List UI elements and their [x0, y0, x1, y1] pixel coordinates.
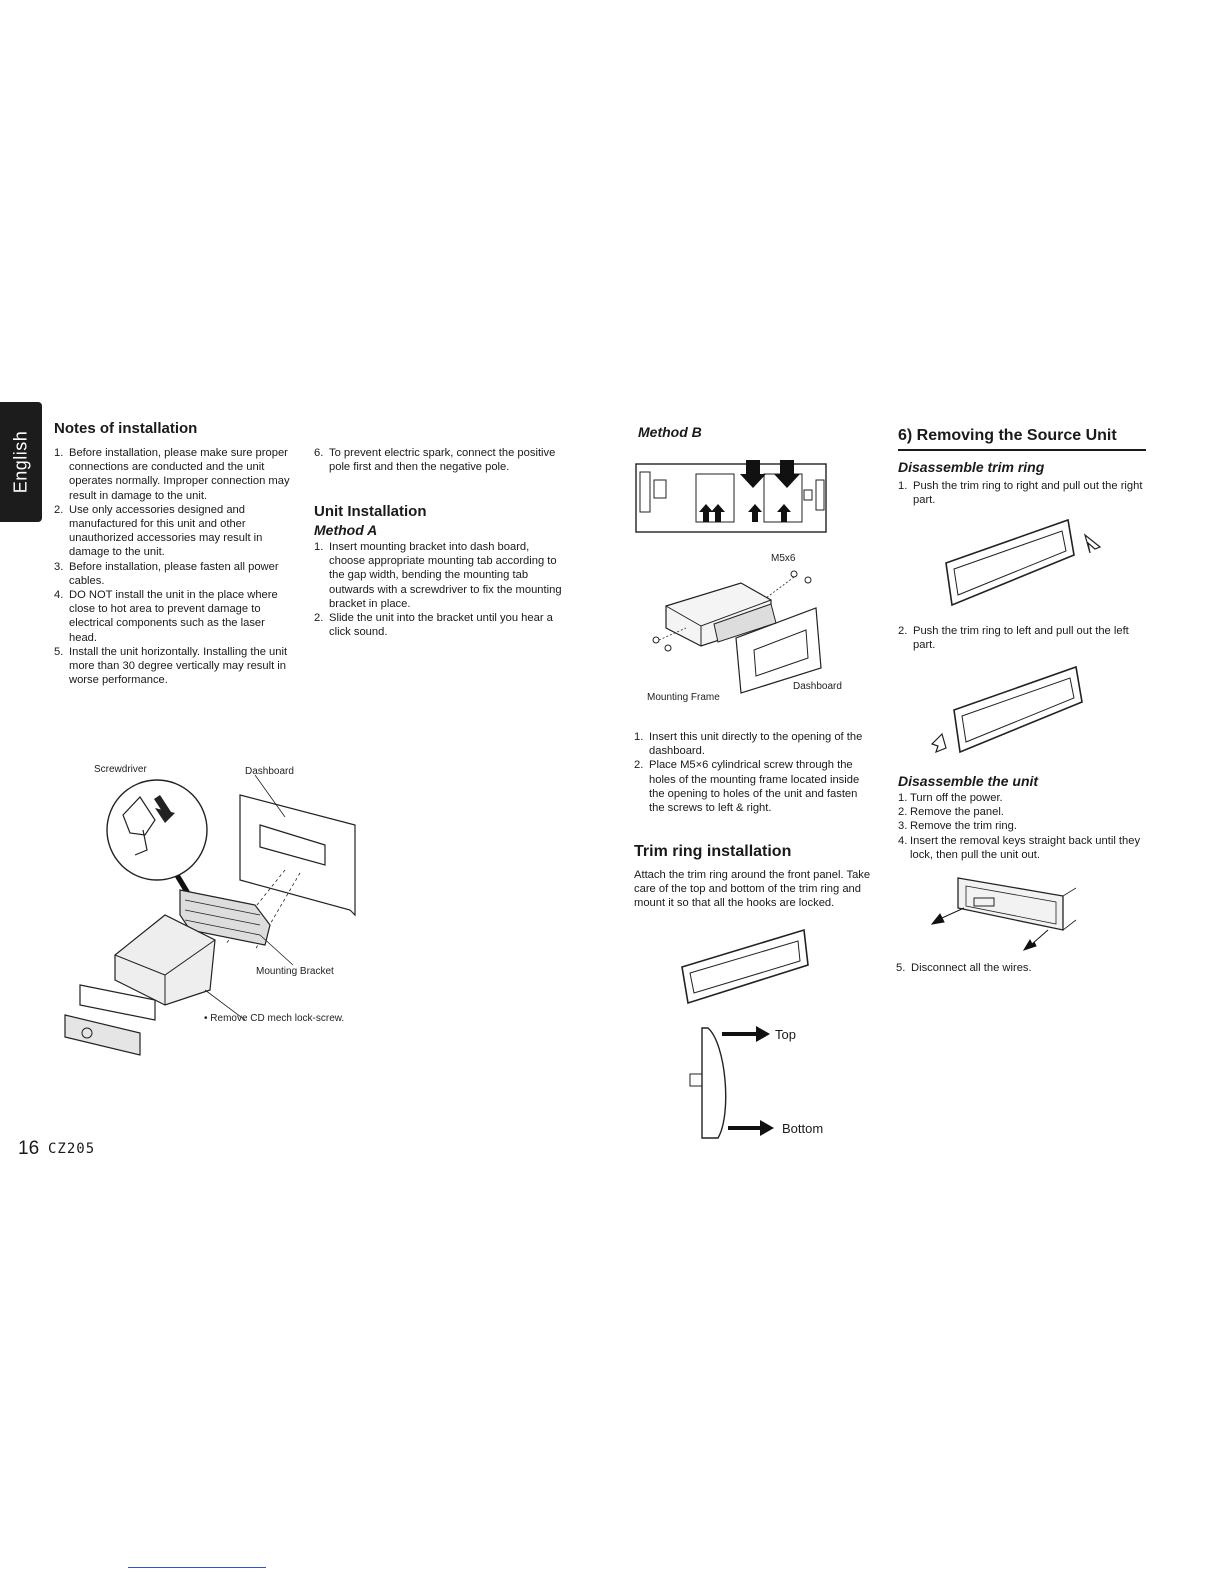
- bottom-divider: [128, 1567, 266, 1568]
- list-item: 1. Before installation, please make sure proper connections are conducted and the unit operates normally. Improper connection may result in damage to the unit.: [54, 447, 290, 502]
- list-item: 2. Remove the panel.: [898, 806, 1004, 819]
- page-number: 16: [18, 1138, 40, 1159]
- removing-title: 6) Removing the Source Unit: [898, 427, 1117, 444]
- wiring-diagram: [634, 460, 834, 538]
- trim-removal-list-2: [898, 624, 1146, 652]
- list-item: 5. Install the unit horizontally. Installing the unit more than 30 degree vertically may result in worse performance.: [54, 645, 288, 687]
- trim-ring-section: [634, 843, 872, 911]
- unit-removal-list: [898, 791, 1146, 862]
- list-item: 3. Before installation, please fasten all power cables.: [54, 560, 279, 587]
- method-a-title: Method A: [314, 522, 378, 538]
- trim-removal-list-1: [898, 479, 1146, 507]
- list-item: 5. Disconnect all the wires.: [896, 962, 1032, 974]
- list-item: 3. Remove the trim ring.: [898, 820, 1017, 833]
- unit-removal-list-2: [896, 961, 1144, 975]
- mounting-frame-label: Mounting Frame: [647, 692, 720, 703]
- notes-section: [54, 420, 294, 687]
- list-item: 4. DO NOT install the unit in the place where close to hot area to prevent damage to electrical components such as the laser head.: [54, 589, 278, 644]
- remove-note: • Remove CD mech lock-screw.: [204, 1013, 345, 1024]
- list-item: 1. Insert this unit directly to the opening of the dashboard.: [634, 731, 863, 758]
- method-b-steps: [634, 730, 874, 815]
- bottom-label: Bottom: [782, 1121, 824, 1136]
- top-label: Top: [775, 1027, 796, 1042]
- list-item: 6. To prevent electric spark, connect the positive pole first and then the negative pole.: [314, 447, 556, 474]
- list-item: 1. Push the trim ring to right and pull out the right part.: [898, 480, 1143, 507]
- dashboard-label-b: Dashboard: [793, 681, 842, 692]
- trim-removal-left-illustration: [928, 662, 1088, 757]
- method-b-list: [634, 730, 874, 815]
- language-tab: [0, 402, 42, 522]
- list-item: 2. Slide the unit into the bracket until you hear a click sound.: [314, 612, 553, 639]
- list-item: 2. Use only accessories designed and manufactured for this unit and other unauthorized accessories may result in damage to the unit.: [54, 503, 263, 559]
- unit-removal-step-5: [896, 961, 1144, 975]
- disassemble-trim-title: Disassemble trim ring: [898, 459, 1045, 475]
- model-name: CZ205: [48, 1141, 96, 1157]
- notes-title: Notes of installation: [54, 420, 198, 437]
- method-b-illustration: [646, 568, 846, 688]
- method-b-section: [638, 424, 702, 440]
- method-b-title: Method B: [638, 424, 702, 440]
- list-item: 2. Push the trim ring to left and pull out the left part.: [898, 625, 1129, 652]
- removing-title-rule: [898, 449, 1146, 451]
- screw-label: M5x6: [771, 553, 796, 564]
- removing-section: [898, 427, 1146, 507]
- trim-ring-illustration: [676, 925, 816, 1015]
- notes-list-continued: [314, 446, 560, 474]
- disassemble-unit-title: Disassemble the unit: [898, 773, 1039, 789]
- method-a-illustration: [55, 775, 365, 1075]
- trim-ring-text: Attach the trim ring around the front panel. Take care of the top and bottom of the trim ring and mount it so that all the hooks are locked.: [634, 869, 871, 910]
- unit-installation-section: [314, 503, 562, 639]
- notes-list: [54, 446, 294, 687]
- list-item: 2. Place M5×6 cylindrical screw through the holes of the mounting frame located inside the opening to holes of the unit and fasten the screws to left & right.: [634, 759, 860, 815]
- list-item: 1. Turn off the power.: [898, 792, 1003, 804]
- trim-ring-title: Trim ring installation: [634, 843, 792, 860]
- list-item: 1. Insert mounting bracket into dash board, choose appropriate mounting tab according to the gap width, bending the mounting tab outwards with a screwdriver to fix the mounting bracket in place.: [314, 541, 562, 610]
- notes-continued: [314, 446, 560, 474]
- dashboard-label-a: Dashboard: [245, 766, 294, 777]
- list-item: 4. Insert the removal keys straight back until they lock, then pull the unit out.: [898, 834, 1141, 861]
- trim-ring-side-illustration: [688, 1024, 778, 1144]
- disassemble-unit-section: [898, 773, 1146, 862]
- language-tab-label: English: [10, 430, 31, 494]
- unit-installation-title: Unit Installation: [314, 503, 427, 520]
- unit-removal-illustration: [928, 868, 1078, 953]
- trim-removal-step-2: [898, 624, 1146, 652]
- mounting-bracket-label: Mounting Bracket: [256, 966, 334, 977]
- unit-installation-list: [314, 540, 562, 639]
- screwdriver-label: Screwdriver: [94, 764, 147, 775]
- trim-removal-right-illustration: [940, 515, 1110, 610]
